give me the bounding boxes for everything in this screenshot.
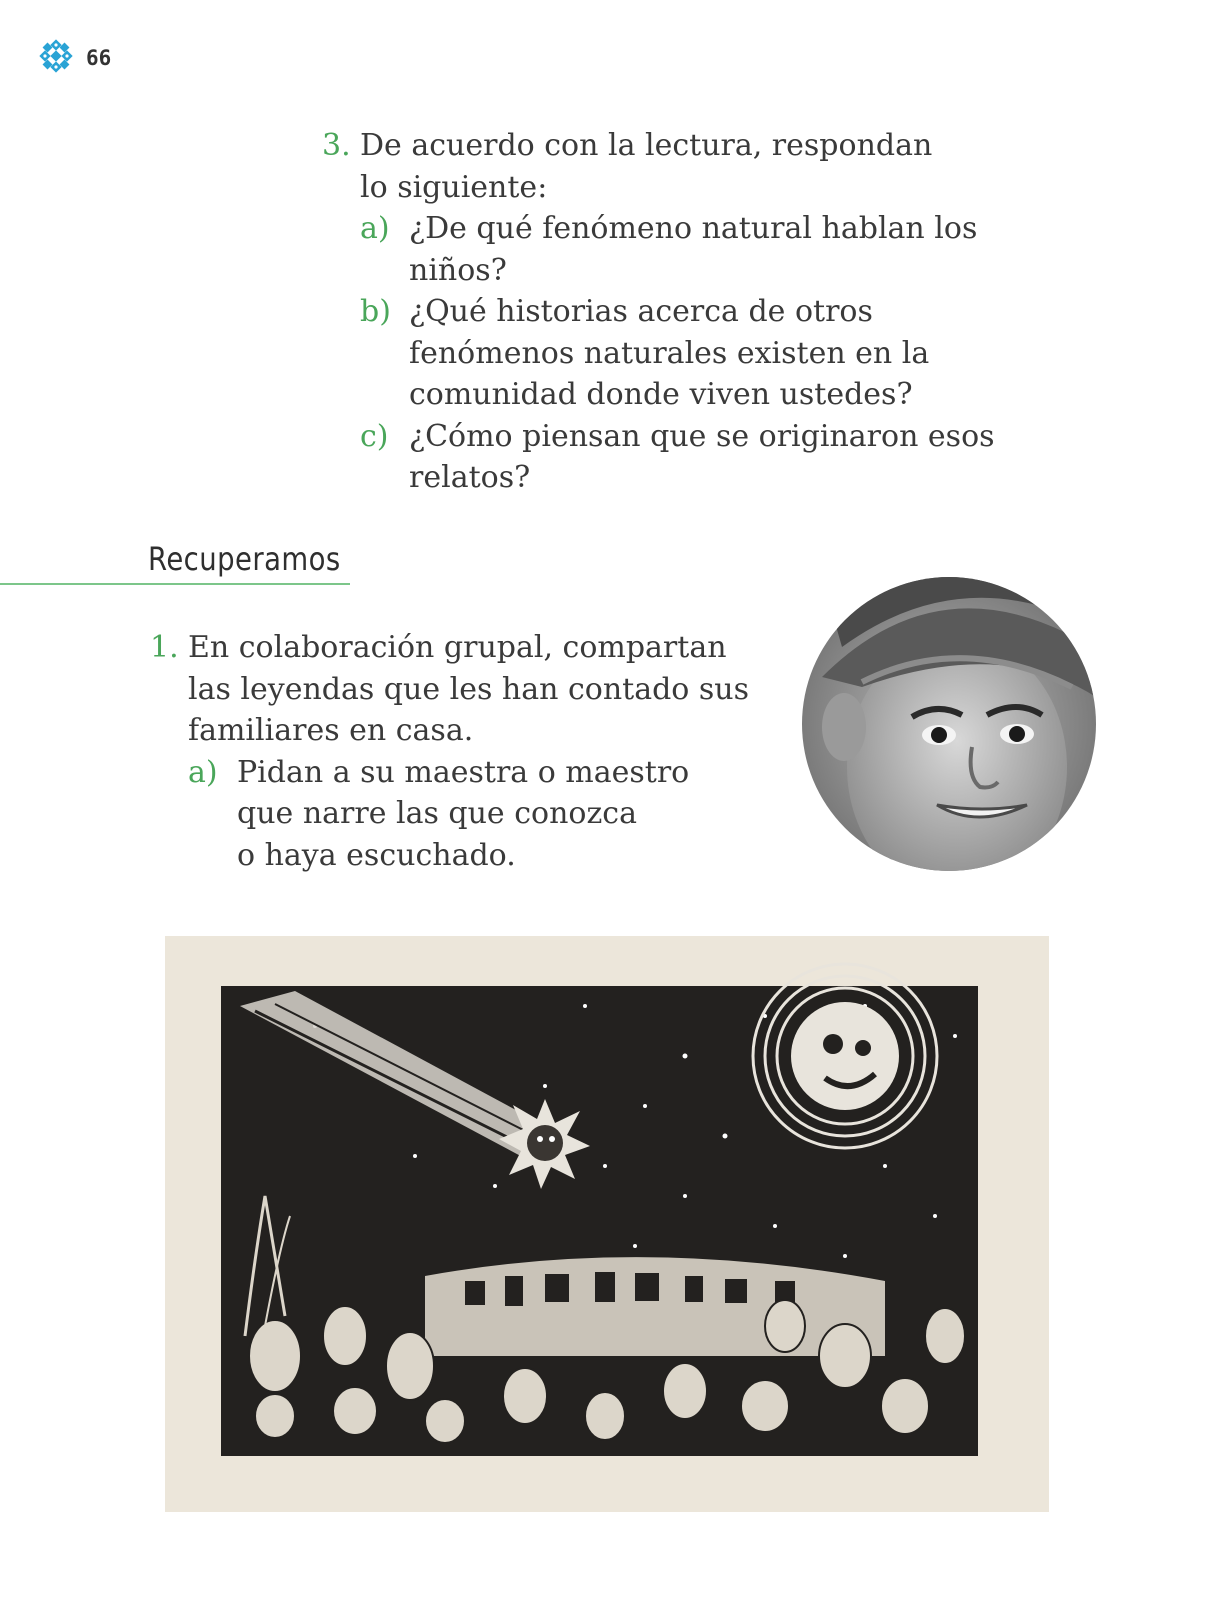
question-line: comunidad donde viven ustedes?: [409, 377, 913, 412]
sub-question-c: [360, 416, 995, 499]
question-line: niños?: [409, 252, 507, 288]
question-line: ¿De qué fenómeno natural hablan los: [409, 211, 978, 246]
section-divider: [0, 583, 350, 585]
woodcut-comet-illustration: [165, 936, 1049, 1512]
activity-3: [322, 125, 995, 499]
question-line: relatos?: [409, 460, 531, 495]
instruction-line: familiares en casa.: [188, 713, 474, 748]
section-title: Recuperamos: [148, 540, 341, 578]
item-number: 1.: [150, 630, 179, 665]
question-line: De acuerdo con la lectura, respondan: [360, 128, 933, 163]
page-header: [38, 38, 111, 78]
instruction-line: las leyendas que les han contado sus: [188, 671, 750, 707]
question-line: ¿Cómo piensan que se originaron esos: [409, 418, 995, 454]
page-number: 66: [86, 46, 112, 70]
question-line: ¿Qué historias acerca de otros: [409, 294, 873, 329]
question-line: lo siguiente:: [360, 169, 548, 205]
instruction-line: que narre las que conozca: [237, 796, 637, 831]
sub-letter: a): [188, 754, 218, 790]
child-portrait-photo: [802, 577, 1096, 871]
sub-question-b: [360, 291, 995, 416]
instruction-line: En colaboración grupal, compartan: [188, 630, 727, 665]
instruction-line: Pidan a su maestra o maestro: [237, 754, 690, 790]
sub-instruction-a: [188, 752, 749, 877]
sub-letter: a): [360, 211, 390, 246]
question-line: fenómenos naturales existen en la: [409, 335, 930, 371]
sub-question-a: [360, 208, 995, 291]
sub-letter: c): [360, 418, 389, 454]
instruction-line: o haya escuchado.: [237, 837, 516, 873]
snowflake-emblem-icon: [38, 38, 74, 78]
item-number: 3.: [322, 128, 351, 163]
sub-letter: b): [360, 294, 391, 329]
activity-1: [150, 627, 749, 876]
